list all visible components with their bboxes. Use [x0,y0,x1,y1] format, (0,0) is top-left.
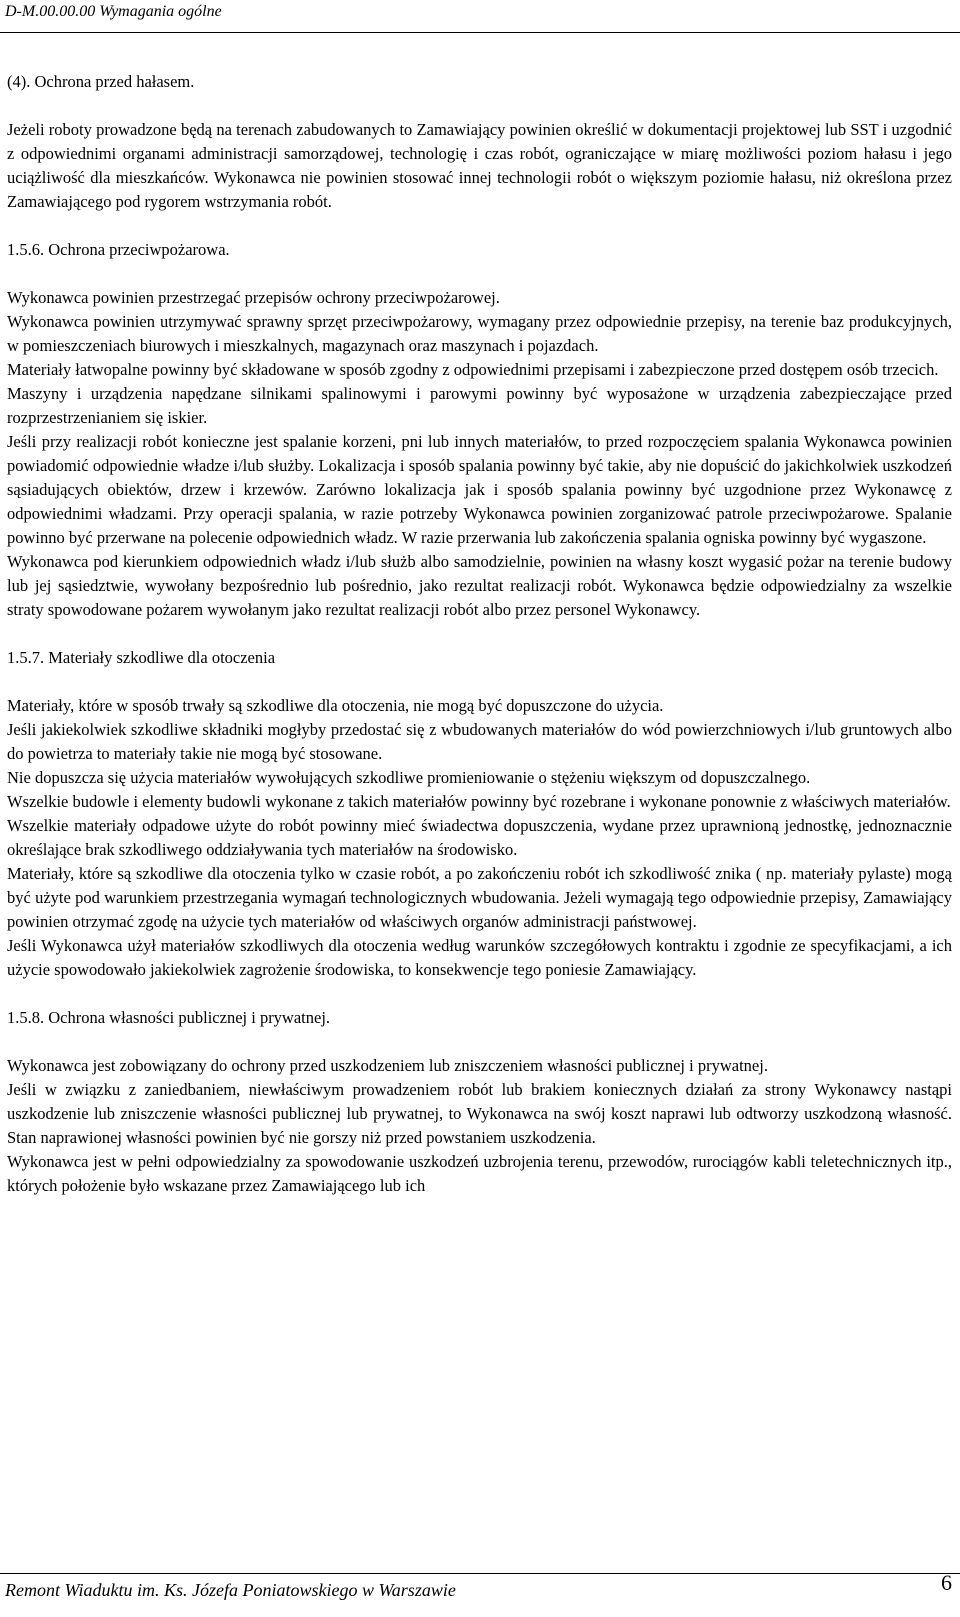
spacer [7,94,952,118]
section-fire-paragraph-3: Materiały łatwopalne powinny być składowane w sposób zgodny z odpowiednimi przepisami i zabezpieczone przed dostępem osób trzecich. [7,360,939,379]
footer-title: Remont Wiaduktu im. Ks. Józefa Poniatowskiego w Warszawie [5,1580,456,1600]
section-harmful-paragraph-5: Wszelkie materiały odpadowe użyte do robót powinny mieć świadectwa dopuszczenia, wydane przez uprawnioną jednostkę, jednoznacznie określające brak szkodliwego oddziaływania tych materiałów na środowisko. [7,816,952,859]
section-fire-paragraph-4: Maszyny i urządzenia napędzane silnikami spalinowymi i parowymi powinny być wyposażone w urządzenia zabezpieczające przed rozprzestrzenianiem się iskier. [7,384,952,427]
footer-divider [0,1573,960,1574]
section-harmful-heading: 1.5.7. Materiały szkodliwe dla otoczenia [7,648,276,667]
section-property-paragraph-3: Wykonawca jest w pełni odpowiedzialny za spowodowanie uszkodzeń uzbrojenia terenu, przewodów, rurociągów kabli teletechnicznych itp., których położenie było wskazane przez Zamawiającego lub ich [7,1152,952,1195]
page-number: 6 [941,1570,952,1595]
section-harmful-paragraph-3: Nie dopuszcza się użycia materiałów wywołujących szkodliwe promieniowanie o stężeniu większym od dopuszczalnego. [7,768,811,787]
page-header-title: D-M.00.00.00 Wymagania ogólne [5,3,222,20]
spacer [7,214,952,238]
spacer [7,982,952,1006]
section-property-paragraph-1: Wykonawca jest zobowiązany do ochrony przed uszkodzeniem lub zniszczeniem własności publicznej i prywatnej. [7,1056,768,1075]
section-fire-paragraph-1: Wykonawca powinien przestrzegać przepisów ochrony przeciwpożarowej. [7,288,500,307]
section-noise-heading: (4). Ochrona przed hałasem. [7,72,195,91]
section-fire-heading: 1.5.6. Ochrona przeciwpożarowa. [7,240,230,259]
spacer [7,1030,952,1054]
section-harmful-paragraph-1: Materiały, które w sposób trwały są szkodliwe dla otoczenia, nie mogą być dopuszczone do użycia. [7,696,664,715]
section-noise-paragraph: Jeżeli roboty prowadzone będą na terenach zabudowanych to Zamawiający powinien określić w dokumentacji projektowej lub SST i uzgodnić z odpowiednimi organami administracji samorządowej, technologię i czas robót, ograniczające w miarę możliwości poziom hałasu i jego uciążliwość dla mieszkańców. Wykonawca nie powinien stosować innej technologii robót o większym poziomie hałasu, niż określona przez Zamawiającego pod rygorem wstrzymania robót. [7,120,952,211]
header-divider [0,32,960,33]
section-harmful-paragraph-6: Materiały, które są szkodliwe dla otoczenia tylko w czasie robót, a po zakończeniu robót ich szkodliwość znika ( np. materiały pylaste) mogą być użyte pod warunkiem przestrzegania wymagań technologicznych wbudowania. Jeżeli wymagają tego odpowiednie przepisy, Zamawiający powinien otrzymać zgodę na użycie tych materiałów od właściwych organów administracji państwowej. [7,864,952,931]
spacer [7,622,952,646]
section-harmful-paragraph-4: Wszelkie budowle i elementy budowli wykonane z takich materiałów powinny być rozebrane i wykonane ponownie z właściwych materiałów. [7,792,951,811]
section-harmful-paragraph-2: Jeśli jakiekolwiek szkodliwe składniki mogłyby przedostać się z wbudowanych materiałów do wód powierzchniowych i/lub gruntowych albo do powietrza to materiały takie nie mogą być stosowane. [7,720,952,763]
section-fire-paragraph-5: Jeśli przy realizacji robót konieczne jest spalanie korzeni, pni lub innych materiałów, to przed rozpoczęciem spalania Wykonawca powinien powiadomić odpowiednie władze i/lub służby. Lokalizacja i sposób spalania powinny być takie, aby nie dopuścić do jakichkolwiek uszkodzeń sąsiadujących obiektów, drzew i krzewów. Zarówno lokalizacja jak i sposób spalania powinny być uzgodnione przez Wykonawcę z odpowiednimi władzami. Przy operacji spalania, w razie potrzeby Wykonawca powinien zorganizować patrole przeciwpożarowe. Spalanie powinno być przerwane na polecenie odpowiednich władz. W razie przerwania lub zakończenia spalania ogniska powinny być wygaszone. [7,432,952,547]
section-property-paragraph-2: Jeśli w związku z zaniedbaniem, niewłaściwym prowadzeniem robót lub brakiem koniecznych działań za strony Wykonawcy nastąpi uszkodzenie lub zniszczenie własności publicznej lub prywatnej, to Wykonawca na swój koszt naprawi lub odtworzy uszkodzoną własność. Stan naprawionej własności powinien być nie gorszy niż przed powstaniem uszkodzenia. [7,1080,952,1147]
spacer [7,262,952,286]
spacer [7,670,952,694]
section-fire-paragraph-6: Wykonawca pod kierunkiem odpowiednich władz i/lub służb albo samodzielnie, powinien na własny koszt wygasić pożar na terenie budowy lub jej sąsiedztwie, wywołany bezpośrednio lub pośrednio, jako rezultat realizacji robót. Wykonawca będzie odpowiedzialny za wszelkie straty spowodowane pożarem wywołanym jako rezultat realizacji robót albo przez personel Wykonawcy. [7,552,952,619]
section-fire-paragraph-2: Wykonawca powinien utrzymywać sprawny sprzęt przeciwpożarowy, wymagany przez odpowiednie przepisy, na terenie baz produkcyjnych, w pomieszczeniach biurowych i mieszkalnych, magazynach oraz maszynach i pojazdach. [7,312,952,355]
document-body [7,70,952,1198]
section-property-heading: 1.5.8. Ochrona własności publicznej i prywatnej. [7,1008,331,1027]
section-harmful-paragraph-7: Jeśli Wykonawca użył materiałów szkodliwych dla otoczenia według warunków szczegółowych kontraktu i zgodnie ze specyfikacjami, a ich użycie spowodowało jakiekolwiek zagrożenie środowiska, to konsekwencje tego poniesie Zamawiający. [7,936,952,979]
